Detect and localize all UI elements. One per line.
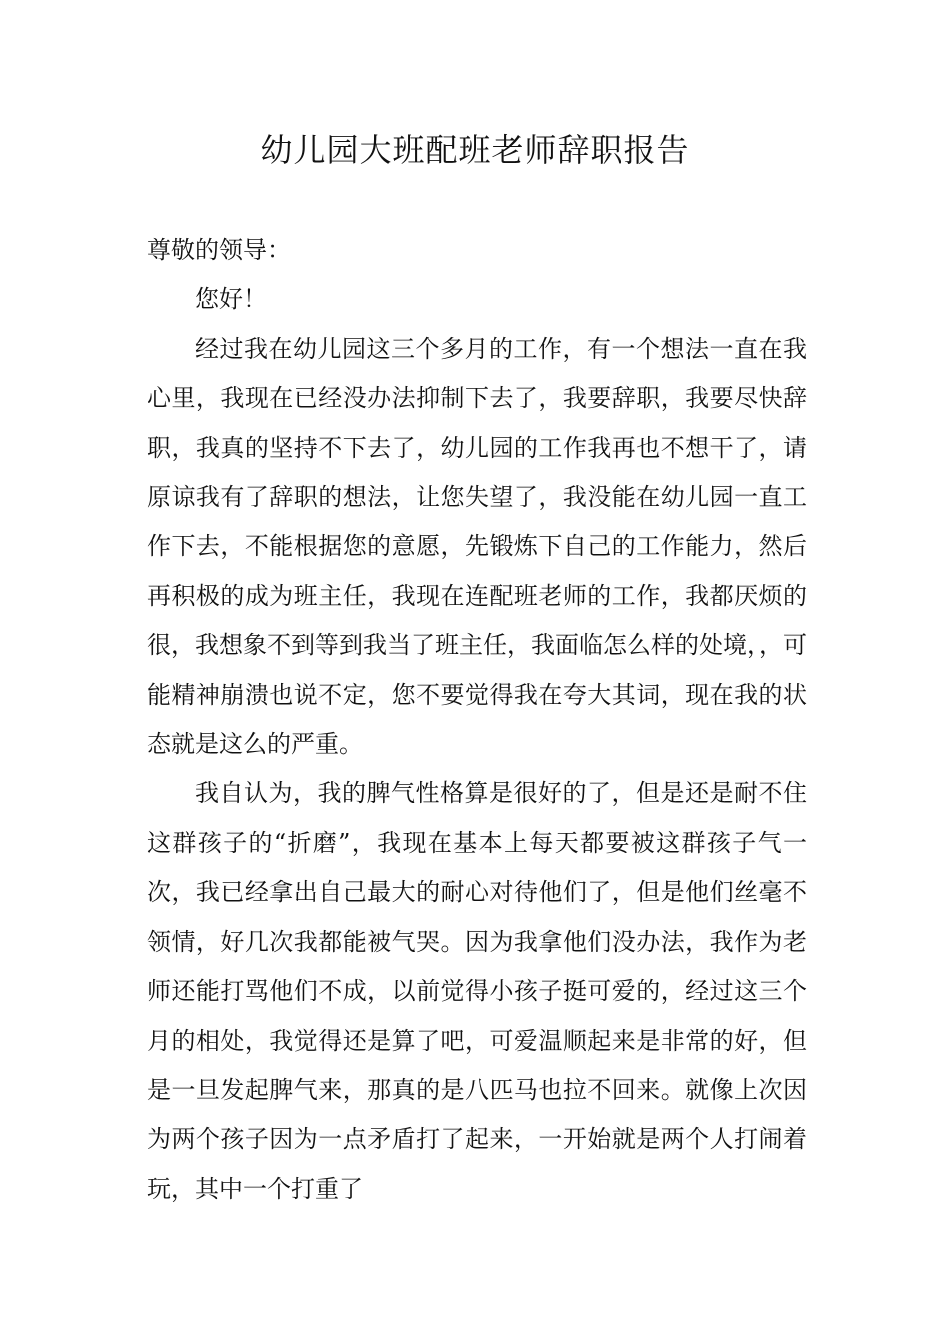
body-paragraph-1: 经过我在幼儿园这三个多月的工作，有一个想法一直在我心里，我现在已经没办法抑制下去了，我要辞职，我要尽快辞职，我真的坚持不下去了，幼儿园的工作我再也不想干了，请原谅我有了辞职的想法，让您失望了，我没能在幼儿园一直工作下去，不能根据您的意愿，先锻炼下自己的工作能力，然后再积极的成为班主任，我现在连配班老师的工作，我都厌烦的很，我想象不到等到我当了班主任，我面临怎么样的处境，，可能精神崩溃也说不定，您不要觉得我在夸大其词，现在我的状态就是这么的严重。 — [147, 334, 807, 759]
greeting: 您好！ — [195, 285, 267, 314]
document-title: 幼儿园大班配班老师辞职报告 — [260, 131, 690, 169]
body-paragraph-2: 我自认为，我的脾气性格算是很好的了，但是还是耐不住这群孩子的“折磨”，我现在基本上每天都要被这群孩子气一次，我已经拿出自己最大的耐心对待他们了，但是他们丝毫不领情，好几次我都能被气哭。因为我拿他们没办法，我作为老师还能打骂他们不成，以前觉得小孩子挺可爱的，经过这三个月的相处，我觉得还是算了吧，可爱温顺起来是非常的好，但是一旦发起脾气来，那真的是八匹马也拉不回来。就像上次因为两个孩子因为一点矛盾打了起来，一开始就是两个人打闹着玩，其中一个打重了 — [147, 779, 807, 1203]
salutation: 尊敬的领导： — [147, 236, 291, 264]
document-body — [147, 226, 807, 1214]
